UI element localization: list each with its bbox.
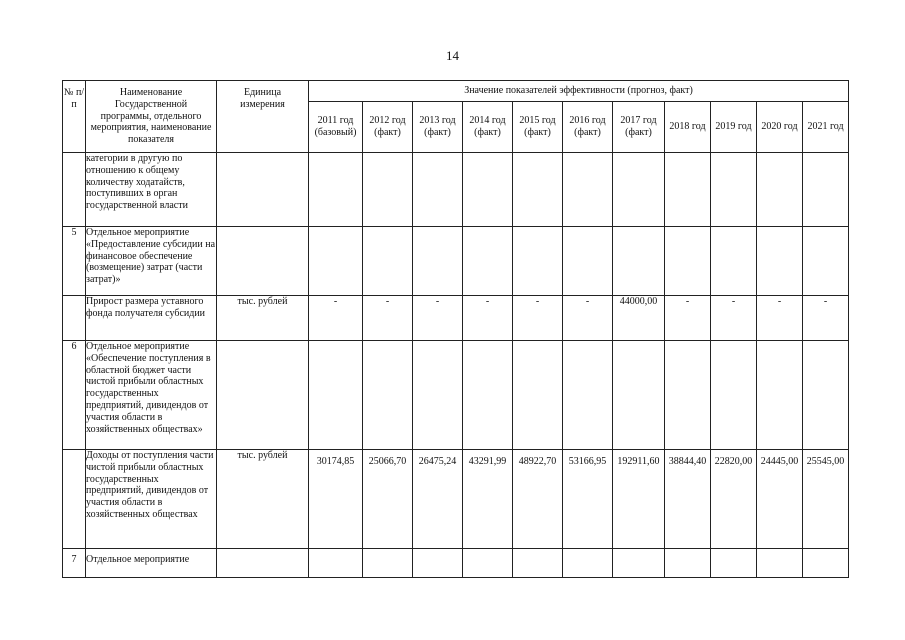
row-value <box>665 153 711 227</box>
row-unit <box>217 341 309 450</box>
row-unit <box>217 549 309 578</box>
table-row <box>63 549 849 578</box>
header-year: 2016 год (факт) <box>563 102 613 153</box>
row-value: 30174,85 <box>309 450 363 549</box>
row-name: категории в другую по отношению к общему количеству ходатайств, поступивших в орган государственной власти <box>86 153 217 227</box>
row-value: 43291,99 <box>463 450 513 549</box>
row-value <box>463 227 513 296</box>
row-value <box>563 549 613 578</box>
row-number: 7 <box>63 549 86 578</box>
header-name: Наименование Государственной программы, отдельного мероприятия, наименование показателя <box>86 81 217 153</box>
row-value: 25066,70 <box>363 450 413 549</box>
row-name: Отдельное мероприятие «Обеспечение поступления в областной бюджет части чистой прибыли областных государственных предприятий, дивидендов от участия области в хозяйственных обществах» <box>86 341 217 450</box>
row-value <box>665 549 711 578</box>
header-year: 2011 год (базовый) <box>309 102 363 153</box>
row-value <box>757 549 803 578</box>
row-value <box>803 227 849 296</box>
header-year: 2021 год <box>803 102 849 153</box>
row-value <box>363 341 413 450</box>
row-value: 192911,60 <box>613 450 665 549</box>
page-number: 14 <box>446 48 459 63</box>
row-value: - <box>803 296 849 341</box>
row-value: - <box>363 296 413 341</box>
header-num: № п/п <box>63 81 86 153</box>
row-number <box>63 153 86 227</box>
row-value: - <box>513 296 563 341</box>
row-value: 44000,00 <box>613 296 665 341</box>
row-value: 22820,00 <box>711 450 757 549</box>
row-unit <box>217 227 309 296</box>
row-value <box>363 227 413 296</box>
row-value <box>513 227 563 296</box>
row-value <box>711 549 757 578</box>
row-value: - <box>413 296 463 341</box>
row-value: - <box>665 296 711 341</box>
row-name: Отдельное мероприятие «Предоставление субсидии на финансовое обеспечение (возмещение) затрат (части затрат)» <box>86 227 217 296</box>
row-value <box>413 227 463 296</box>
row-value <box>363 549 413 578</box>
row-value <box>665 341 711 450</box>
row-number: 6 <box>63 341 86 450</box>
row-value <box>711 227 757 296</box>
row-value <box>463 153 513 227</box>
row-value <box>613 227 665 296</box>
row-value: 48922,70 <box>513 450 563 549</box>
row-number <box>63 450 86 549</box>
row-value: - <box>309 296 363 341</box>
row-number <box>63 296 86 341</box>
row-value: 25545,00 <box>803 450 849 549</box>
row-value: - <box>563 296 613 341</box>
header-year: 2014 год (факт) <box>463 102 513 153</box>
row-value <box>309 341 363 450</box>
indicators-table <box>62 80 849 578</box>
row-unit <box>217 153 309 227</box>
row-value: 24445,00 <box>757 450 803 549</box>
row-value <box>309 227 363 296</box>
row-value <box>711 153 757 227</box>
row-value <box>757 153 803 227</box>
row-value <box>413 341 463 450</box>
row-value <box>513 549 563 578</box>
row-value <box>463 549 513 578</box>
row-value <box>309 153 363 227</box>
table-row <box>63 341 849 450</box>
header-year: 2018 год <box>665 102 711 153</box>
row-value <box>711 341 757 450</box>
header-year: 2012 год (факт) <box>363 102 413 153</box>
row-value: - <box>711 296 757 341</box>
row-unit: тыс. рублей <box>217 450 309 549</box>
table-row <box>63 296 849 341</box>
row-value <box>513 153 563 227</box>
row-value: 38844,40 <box>665 450 711 549</box>
row-value <box>665 227 711 296</box>
header-year: 2017 год (факт) <box>613 102 665 153</box>
row-value <box>803 549 849 578</box>
row-name: Доходы от поступления части чистой прибыли областных государственных предприятий, дивидендов от участия области в хозяйственных обществах <box>86 450 217 549</box>
header-year: 2019 год <box>711 102 757 153</box>
row-value <box>563 341 613 450</box>
row-name: Прирост размера уставного фонда получателя субсидии <box>86 296 217 341</box>
row-value <box>613 153 665 227</box>
header-unit: Единица измерения <box>217 81 309 153</box>
row-unit: тыс. рублей <box>217 296 309 341</box>
row-value <box>463 341 513 450</box>
row-value <box>757 341 803 450</box>
row-value: 26475,24 <box>413 450 463 549</box>
row-value <box>757 227 803 296</box>
header-year: 2020 год <box>757 102 803 153</box>
header-year: 2015 год (факт) <box>513 102 563 153</box>
row-value <box>413 153 463 227</box>
row-value <box>513 341 563 450</box>
table-row <box>63 450 849 549</box>
row-number: 5 <box>63 227 86 296</box>
row-name: Отдельное мероприятие <box>86 549 217 578</box>
table-row <box>63 227 849 296</box>
row-value <box>803 341 849 450</box>
header-year: 2013 год (факт) <box>413 102 463 153</box>
row-value <box>563 227 613 296</box>
row-value <box>563 153 613 227</box>
row-value: - <box>463 296 513 341</box>
row-value: 53166,95 <box>563 450 613 549</box>
row-value <box>613 549 665 578</box>
header-values-group: Значение показателей эффективности (прогноз, факт) <box>309 81 849 102</box>
row-value <box>413 549 463 578</box>
row-value <box>309 549 363 578</box>
row-value <box>363 153 413 227</box>
table-row <box>63 153 849 227</box>
row-value <box>803 153 849 227</box>
row-value: - <box>757 296 803 341</box>
row-value <box>613 341 665 450</box>
